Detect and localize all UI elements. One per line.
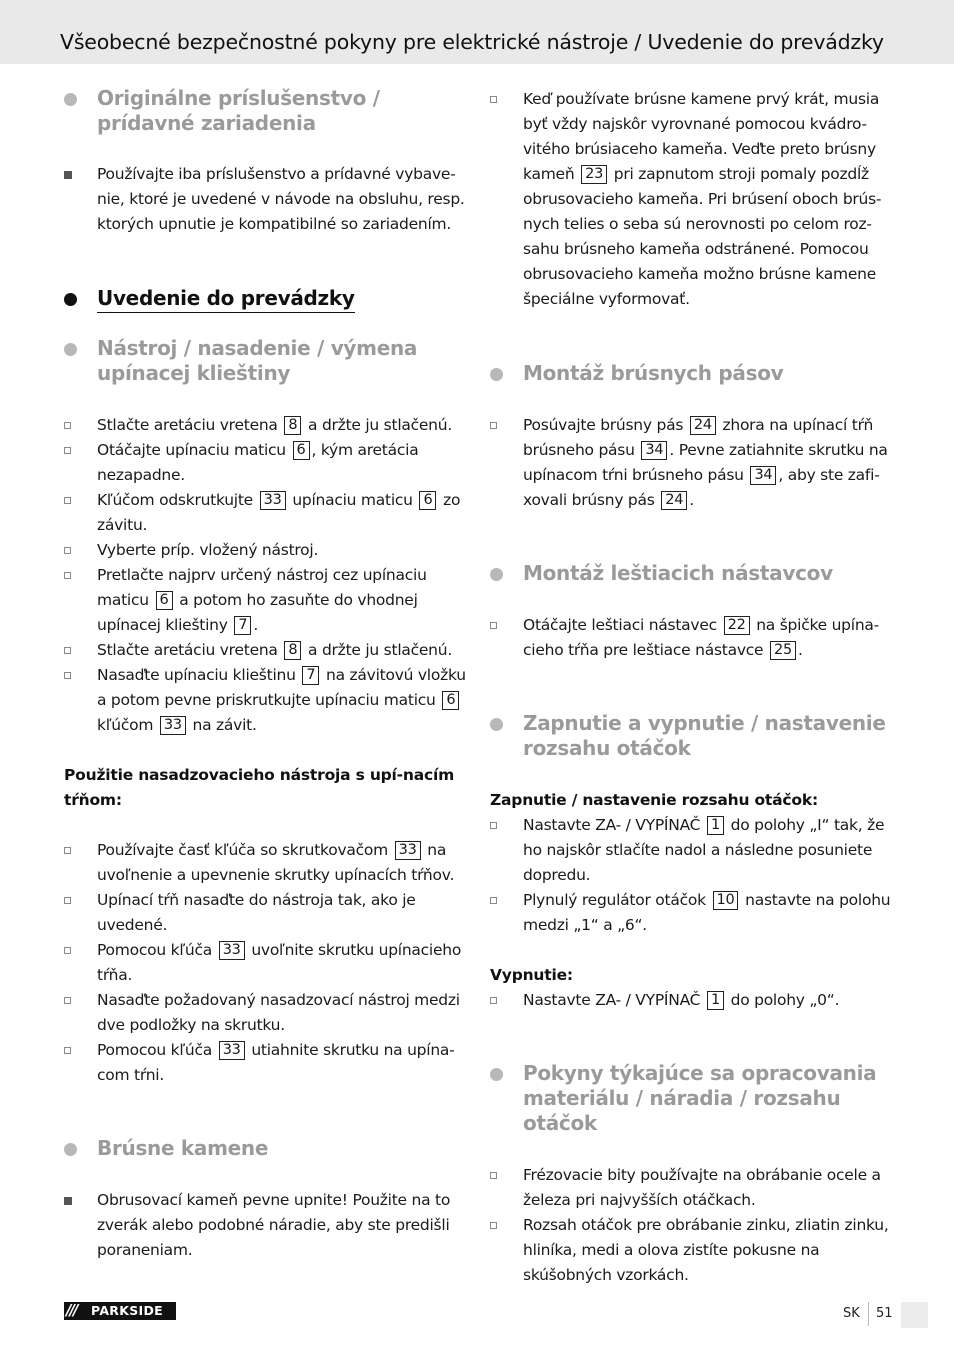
- page-title: Všeobecné bezpečnostné pokyny pre elektrické nástroje / Uvedenie do prevádzky: [60, 30, 884, 54]
- bullet-dot-icon: [490, 568, 503, 581]
- list-item: Upínací tŕň nasaďte do nástroja tak, ako je uvedené.: [64, 888, 466, 938]
- heading-tool: Nástroj / nasadenie / výmena upínacej klieštiny: [64, 336, 466, 386]
- subheading-insert-tool: Použitie nasadzovacieho nástroja s upí-nacím tŕňom:: [64, 766, 455, 809]
- list-item: Plynulý regulátor otáčok 10 nastavte na polohu medzi „1“ a „6“.: [490, 888, 894, 938]
- list-item: Otáčajte upínaciu maticu 6 , kým aretácia nezapadne.: [64, 438, 466, 488]
- list-item: Stlačte aretáciu vretena 8 a držte ju stlačenú.: [64, 638, 466, 663]
- list-item: Obrusovací kameň pevne upnite! Použite na to zverák alebo podobné náradie, aby ste predišli poraneniam.: [64, 1188, 466, 1263]
- heading-belts: Montáž brúsnych pásov: [490, 361, 894, 386]
- subheading-switch-on: Zapnutie / nastavenie rozsahu otáčok:: [490, 791, 818, 809]
- checkbox-bullet-icon: [490, 96, 497, 103]
- checkbox-bullet-icon: [64, 422, 71, 429]
- checkbox-bullet-icon: [64, 947, 71, 954]
- list-item: Rozsah otáčok pre obrábanie zinku, zliatin zinku, hliníka, medi a olova zistíte pokusne na skúšobných vzorkách.: [490, 1213, 894, 1288]
- list-item: Pomocou kľúča 33 utiahnite skrutku na upína-com tŕni.: [64, 1038, 466, 1088]
- list-item: Vyberte príp. vložený nástroj.: [64, 538, 466, 563]
- ref-number: 25: [770, 641, 796, 660]
- ref-number: 6: [293, 441, 310, 460]
- list-item: Používajte časť kľúča so skrutkovačom 33 na uvoľnenie a upevnenie skrutky upínacích tŕňov.: [64, 838, 466, 888]
- checkbox-bullet-icon: [64, 547, 71, 554]
- list-item: Posúvajte brúsny pás 24 zhora na upínací tŕň brúsneho pásu 34 . Pevne zatiahnite skrutku na upínacom tŕni brúsneho pásu 34 , aby ste zafi-xovali brúsny pás 24 .: [490, 413, 894, 513]
- heading-startup: Uvedenie do prevádzky: [64, 286, 466, 313]
- bullet-dot-icon: [64, 93, 77, 106]
- page-tab-marker: [901, 1302, 928, 1328]
- ref-number: 34: [750, 466, 776, 485]
- checkbox-bullet-icon: [490, 897, 497, 904]
- bullet-dot-icon: [490, 1068, 503, 1081]
- heading-polish: Montáž leštiacich nástavcov: [490, 561, 894, 586]
- parkside-logo: /// PARKSIDE: [64, 1302, 176, 1320]
- ref-number: 33: [395, 841, 421, 860]
- ref-number: 33: [219, 941, 245, 960]
- ref-number: 34: [641, 441, 667, 460]
- checkbox-bullet-icon: [64, 1047, 71, 1054]
- ref-number: 33: [260, 491, 286, 510]
- ref-number: 23: [581, 165, 607, 184]
- list-item: Nastavte ZA- / VYPÍNAČ 1 do polohy „I“ tak, že ho najskôr stlačíte nadol a následne posuniete dopredu.: [490, 813, 894, 888]
- checkbox-bullet-icon: [490, 622, 497, 629]
- ref-number: 1: [707, 991, 724, 1010]
- bullet-dot-icon: [64, 1143, 77, 1156]
- ref-number: 6: [442, 691, 459, 710]
- list-item: Nastavte ZA- / VYPÍNAČ 1 do polohy „0“.: [490, 988, 894, 1013]
- bullet-dot-icon: [490, 718, 503, 731]
- list-item: Frézovacie bity používajte na obrábanie ocele a železa pri najvyšších otáčkach.: [490, 1163, 894, 1213]
- list-item: Pretlačte najprv určený nástroj cez upínaciu maticu 6 a potom ho zasuňte do vhodnej upínacej klieštiny 7 .: [64, 563, 466, 638]
- heading-accessories: Originálne príslušenstvo / prídavné zariadenia: [64, 86, 466, 136]
- ref-number: 22: [724, 616, 750, 635]
- list-item: Kľúčom odskrutkujte 33 upínaciu maticu 6 zo závitu.: [64, 488, 466, 538]
- square-bullet-icon: [64, 1197, 72, 1205]
- ref-number: 33: [160, 716, 186, 735]
- list-item: Nasaďte upínaciu klieštinu 7 na závitovú vložku a potom pevne priskrutkujte upínaciu maticu 6 kľúčom 33 na závit.: [64, 663, 466, 738]
- ref-number: 33: [219, 1041, 245, 1060]
- ref-number: 24: [661, 491, 687, 510]
- language-code: SK: [843, 1306, 860, 1321]
- ref-number: 1: [707, 816, 724, 835]
- list-item: Pomocou kľúča 33 uvoľnite skrutku upínacieho tŕňa.: [64, 938, 466, 988]
- bullet-dot-icon: [64, 343, 77, 356]
- ref-number: 7: [234, 616, 251, 635]
- ref-number: 10: [713, 891, 739, 910]
- footer-divider: [868, 1302, 869, 1326]
- list-item: Stlačte aretáciu vretena 8 a držte ju stlačenú.: [64, 413, 466, 438]
- checkbox-bullet-icon: [64, 572, 71, 579]
- ref-number: 24: [690, 416, 716, 435]
- ref-number: 8: [284, 641, 301, 660]
- checkbox-bullet-icon: [490, 997, 497, 1004]
- list-item: Otáčajte leštiaci nástavec 22 na špičke upína-cieho tŕňa pre leštiace nástavce 25 .: [490, 613, 894, 663]
- page-header: [0, 0, 954, 64]
- square-bullet-icon: [64, 171, 72, 179]
- checkbox-bullet-icon: [64, 497, 71, 504]
- list-item: Používajte iba príslušenstvo a prídavné vybave-nie, ktoré je uvedené v návode na obsluhu, resp. ktorých upnutie je kompatibilné so zariadením.: [64, 162, 466, 237]
- page-number: 51: [876, 1306, 893, 1321]
- checkbox-bullet-icon: [64, 447, 71, 454]
- checkbox-bullet-icon: [64, 997, 71, 1004]
- checkbox-bullet-icon: [490, 1172, 497, 1179]
- bullet-dot-icon: [64, 293, 77, 306]
- list-item: Nasaďte požadovaný nasadzovací nástroj medzi dve podložky na skrutku.: [64, 988, 466, 1038]
- checkbox-bullet-icon: [490, 1222, 497, 1229]
- heading-stones: Brúsne kamene: [64, 1136, 466, 1161]
- checkbox-bullet-icon: [64, 897, 71, 904]
- heading-material: Pokyny týkajúce sa opracovania materiálu / náradia / rozsahu otáčok: [490, 1061, 894, 1136]
- checkbox-bullet-icon: [490, 822, 497, 829]
- ref-number: 7: [302, 666, 319, 685]
- heading-switch: Zapnutie a vypnutie / nastavenie rozsahu otáčok: [490, 711, 894, 761]
- checkbox-bullet-icon: [64, 847, 71, 854]
- ref-number: 6: [419, 491, 436, 510]
- bullet-dot-icon: [490, 368, 503, 381]
- checkbox-bullet-icon: [64, 672, 71, 679]
- subheading-switch-off: Vypnutie:: [490, 966, 573, 984]
- list-item: Keď používate brúsne kamene prvý krát, musia byť vždy najskôr vyrovnané pomocou kvádro-vitého brúsiaceho kameňa. Veďte preto brúsny kameň 23 pri zapnutom stroji pomaly pozdĺž obrusovacieho kameňa. Pri brúsení oboch brús-nych telies o seba sú nerovnosti po celom roz-sahu brúsneho kameňa odstránené. Pomocou obrusovacieho kameňa možno brúsne kamene špeciálne vyformovať.: [490, 87, 894, 312]
- ref-number: 8: [284, 416, 301, 435]
- ref-number: 6: [156, 591, 173, 610]
- checkbox-bullet-icon: [64, 647, 71, 654]
- checkbox-bullet-icon: [490, 422, 497, 429]
